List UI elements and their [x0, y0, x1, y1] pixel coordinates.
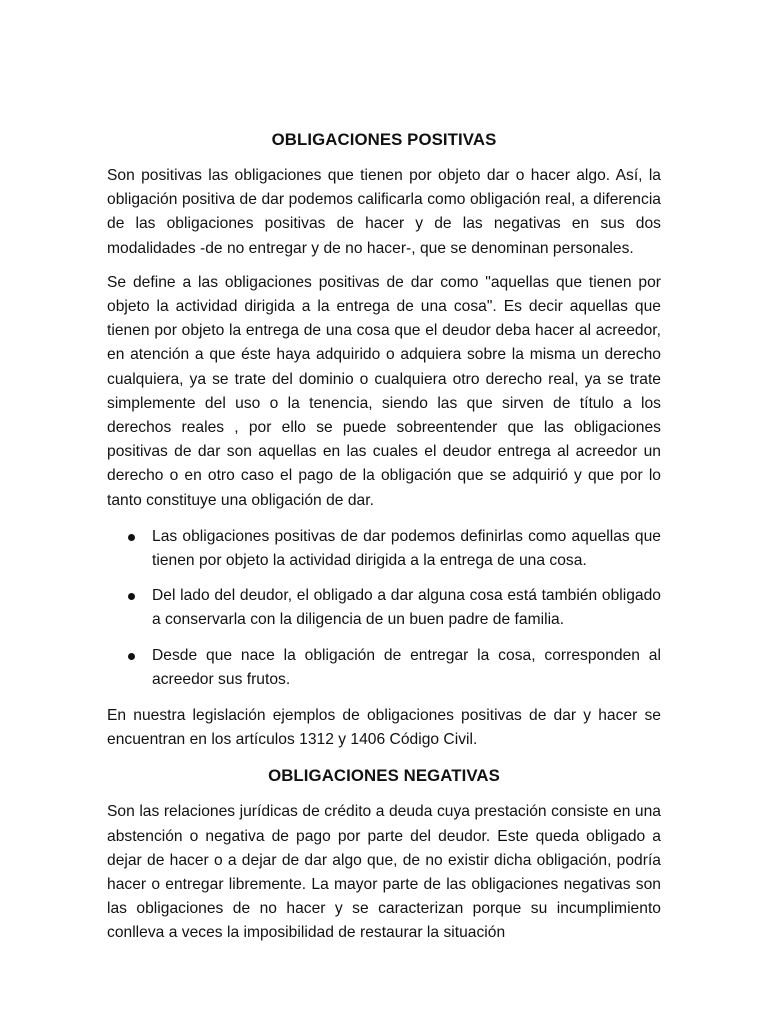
section-title: OBLIGACIONES POSITIVAS	[271, 130, 497, 149]
section-obligaciones-negativas	[107, 764, 661, 945]
bullet-text: Desde que nace la obligación de entregar la cosa, corresponden al acreedor sus frutos.	[152, 646, 661, 688]
document-content	[107, 128, 661, 958]
bullet-text: Del lado del deudor, el obligado a dar alguna cosa está también obligado a conservarla con la diligencia de un buen padre de familia.	[152, 587, 661, 629]
bullet-icon	[128, 534, 135, 541]
section-title: OBLIGACIONES NEGATIVAS	[268, 766, 500, 786]
bullet-text: Las obligaciones positivas de dar podemos definirlas como aquellas que tienen por objeto la actividad dirigida a la entrega de una cosa.	[152, 527, 661, 570]
bullet-icon	[128, 593, 135, 600]
bullet-item	[107, 584, 661, 632]
paragraph: En nuestra legislación ejemplos de obligaciones positivas de dar y hacer se encuentran en los artículos 1312 y 1406 Código Civil.	[107, 707, 661, 749]
bullet-item	[107, 525, 661, 573]
section-obligaciones-positivas	[107, 128, 661, 752]
paragraph: Se define a las obligaciones positivas de dar como "aquellas que tienen por objeto la actividad dirigida a la entrega de una cosa". Es decir aquellas que tienen por objeto la entrega de una cosa que el deudor deba hacer al acreedor, en atención a que éste haya adquirido o adquiera sobre la misma un derecho cualquiera, ya se trate del dominio o cualquiera otro derecho real, ya se trate simplemente del uso o la tenencia, siendo las que sirven de título a los derechos reales , por ello se puede sobreentender que las obligaciones positivas de dar son aquellas en las cuales el deudor entrega al acreedor un derecho o en otro caso el pago de la obligación que se adquirió y que por lo tanto constituye una obligación de dar.	[107, 273, 661, 509]
bullet-icon	[128, 653, 135, 660]
paragraph: Son positivas las obligaciones que tienen por objeto dar o hacer algo. Así, la obligación positiva de dar podemos calificarla como obligación real, a diferencia de las obligaciones positivas de hacer y de las negativas en sus dos modalidades -de no entregar y de no hacer-, que se denominan personales.	[107, 167, 661, 257]
paragraph: Son las relaciones jurídicas de crédito a deuda cuya prestación consiste en una abstención o negativa de pago por parte del deudor. Este queda obligado a dejar de hacer o a dejar de dar algo que, de no existir dicha obligación, podría hacer o entregar libremente. La mayor parte de las obligaciones negativas son las obligaciones de no hacer y se caracterizan porque su incumplimiento conlleva a veces la imposibilidad de restaurar la situación	[107, 803, 661, 942]
bullet-item	[107, 644, 661, 692]
bullet-list	[107, 525, 661, 692]
